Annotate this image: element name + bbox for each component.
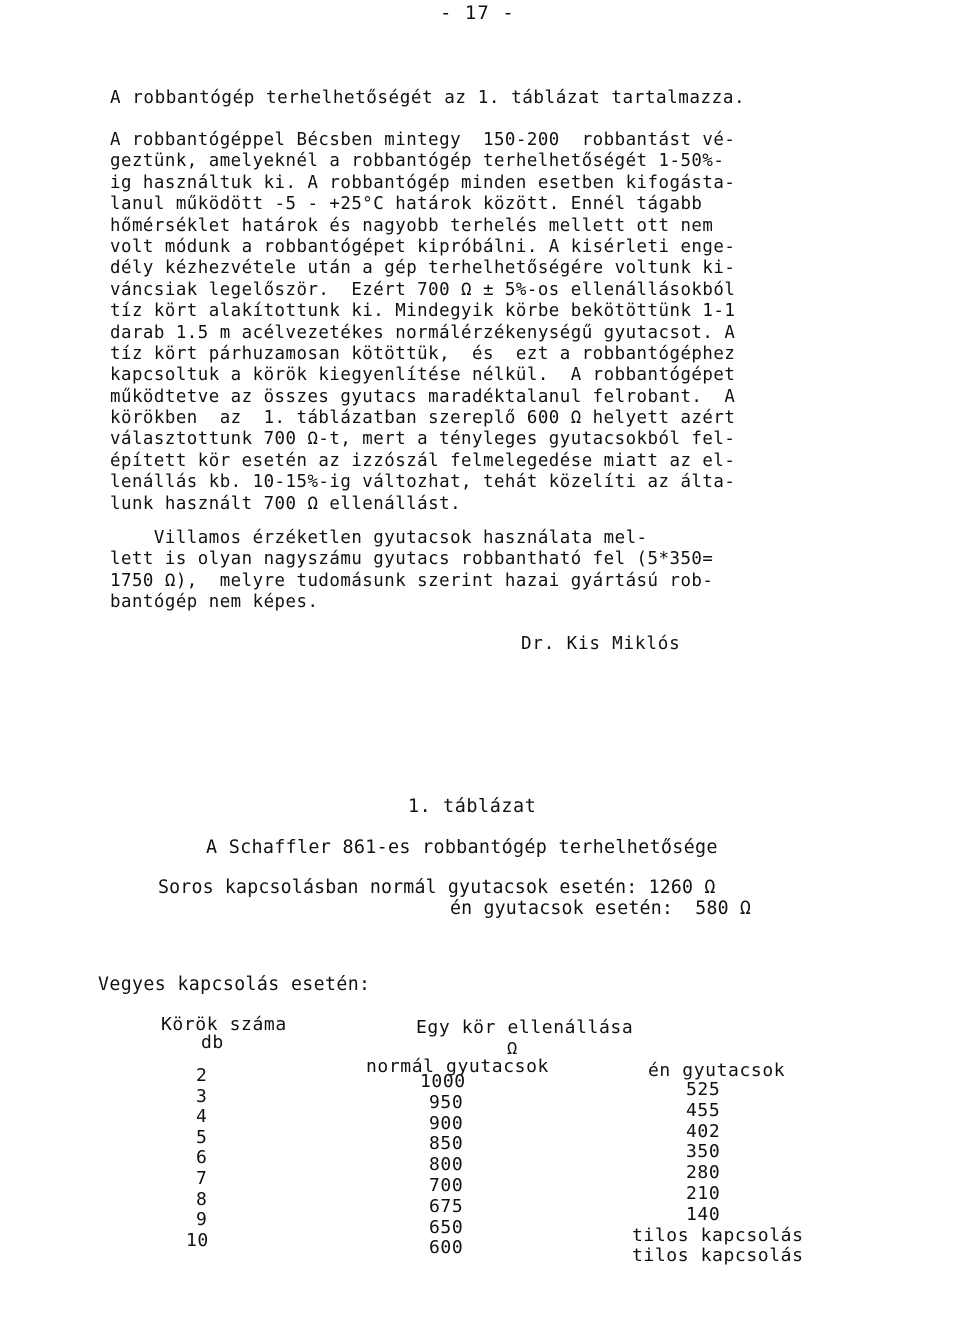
soros-en-line: én gyutacsok esetén: 580 Ω <box>450 898 752 919</box>
en-cell: 525 <box>686 1079 721 1100</box>
villamos-line: Villamos érzéketlen gyutacsok használata mel- <box>110 528 648 548</box>
body-line: geztünk, amelyeknél a robbantógép terhelhetőségét 1-50%- <box>110 151 725 172</box>
normal-cell: 950 <box>429 1091 464 1113</box>
body-line: volt módunk a robbantógépet kipróbálni. A kisérleti enge- <box>110 236 736 257</box>
en-cell: 140 <box>686 1203 721 1225</box>
count-cell: 5 <box>196 1126 208 1148</box>
body-line: lenállás kb. 10-15%-ig változhat, tehát közelíti az álta- <box>110 472 736 493</box>
en-cell: 210 <box>686 1182 721 1204</box>
normal-cell: 850 <box>429 1133 464 1155</box>
table-number: 1. táblázat <box>408 796 537 817</box>
count-cell: 2 <box>196 1065 208 1086</box>
normal-cell: 700 <box>429 1174 464 1196</box>
count-cell: 6 <box>196 1147 208 1169</box>
villamos-paragraph <box>110 528 838 614</box>
en-cell: tilos kapcsolás <box>632 1245 804 1267</box>
page-number: - 17 - <box>440 2 515 24</box>
body-paragraph <box>110 130 838 515</box>
body-line: váncsiak legelőször. Ezért 700 Ω ± 5%-os ellenállásokból <box>110 279 736 300</box>
count-cell: 9 <box>196 1209 208 1231</box>
count-cell: 8 <box>196 1188 208 1210</box>
col-header-resistance: Egy kör ellenállása <box>416 1017 634 1038</box>
table-title: A Schaffler 861-es robbantógép terhelhetősége <box>206 837 718 858</box>
body-line: működtetve az összes gyutacs maradéktalanul felrobant. A <box>110 386 736 407</box>
body-line: tíz kört alakítottunk ki. Mindegyik körbe bekötöttünk 1-1 <box>110 301 736 322</box>
count-cell: 7 <box>196 1167 208 1189</box>
col-header-count: Körök száma <box>161 1014 287 1035</box>
en-cell: tilos kapcsolás <box>632 1224 804 1246</box>
count-column <box>186 1065 209 1251</box>
body-line: lanul működött -5 - +25°C határok között. Ennél tágabb <box>110 194 703 215</box>
soros-label: Soros kapcsolásban normál gyutacsok esetén: 1260 Ω <box>158 877 716 898</box>
villamos-line: 1750 Ω), melyre tudomásunk szerint hazai gyártású rob- <box>110 570 714 591</box>
normal-cell: 600 <box>429 1237 464 1259</box>
body-line: ig használtuk ki. A robbantógép minden esetben kifogásta- <box>110 172 736 193</box>
normal-cell: 675 <box>429 1195 464 1217</box>
normal-cell: 650 <box>429 1216 464 1238</box>
intro-sentence: A robbantógép terhelhetőségét az 1. táblázat tartalmazza. <box>110 88 746 108</box>
normal-cell: 900 <box>429 1112 464 1134</box>
normal-cell: 800 <box>429 1154 464 1176</box>
en-cell: 280 <box>686 1162 721 1184</box>
count-cell: 3 <box>196 1085 208 1107</box>
villamos-line: bantógép nem képes. <box>110 592 319 613</box>
body-line: tíz kört párhuzamosan kötöttük, és ezt a robbantógéphez <box>110 343 736 364</box>
body-line: dély kézhezvétele után a gép terhelhetőségére voltunk ki- <box>110 258 736 279</box>
en-cell: 402 <box>686 1120 721 1142</box>
body-line: kapcsoltuk a körök kiegyenlítése nélkül. A robbantógépet <box>110 365 736 386</box>
author-signature: Dr. Kis Miklós <box>521 634 681 654</box>
col-header-count-unit: db <box>201 1032 224 1053</box>
en-cell: 350 <box>686 1141 721 1163</box>
col-header-normal: normál gyutacsok <box>366 1056 549 1077</box>
col-header-en: én gyutacsok <box>648 1060 786 1081</box>
count-cell: 10 <box>186 1229 209 1251</box>
body-line: épített kör esetén az izzószál felmelegedése miatt az el- <box>110 450 736 471</box>
body-line: választottunk 700 Ω-t, mert a tényleges gyutacsokból fel- <box>110 429 736 450</box>
villamos-line: lett is olyan nagyszámu gyutacs robbantható fel (5*350= <box>110 549 714 570</box>
col-header-resistance-unit: Ω <box>507 1039 518 1059</box>
en-column <box>632 1080 804 1267</box>
vegyes-heading: Vegyes kapcsolás esetén: <box>98 974 371 995</box>
body-line: darab 1.5 m acélvezetékes normálérzékenységű gyutacsot. A <box>110 322 736 343</box>
body-line: A robbantógéppel Bécsben mintegy 150-200 robbantást vé- <box>110 130 736 150</box>
normal-cell: 1000 <box>420 1071 466 1092</box>
body-line: hőmérséklet határok és nagyobb terhelés mellett ott nem <box>110 215 714 236</box>
body-line: lunk használt 700 Ω ellenállást. <box>110 493 462 514</box>
en-cell: 455 <box>686 1099 721 1121</box>
normal-column <box>420 1072 466 1259</box>
body-line: körökben az 1. táblázatban szereplő 600 Ω helyett azért <box>110 408 736 429</box>
count-cell: 4 <box>196 1106 208 1128</box>
